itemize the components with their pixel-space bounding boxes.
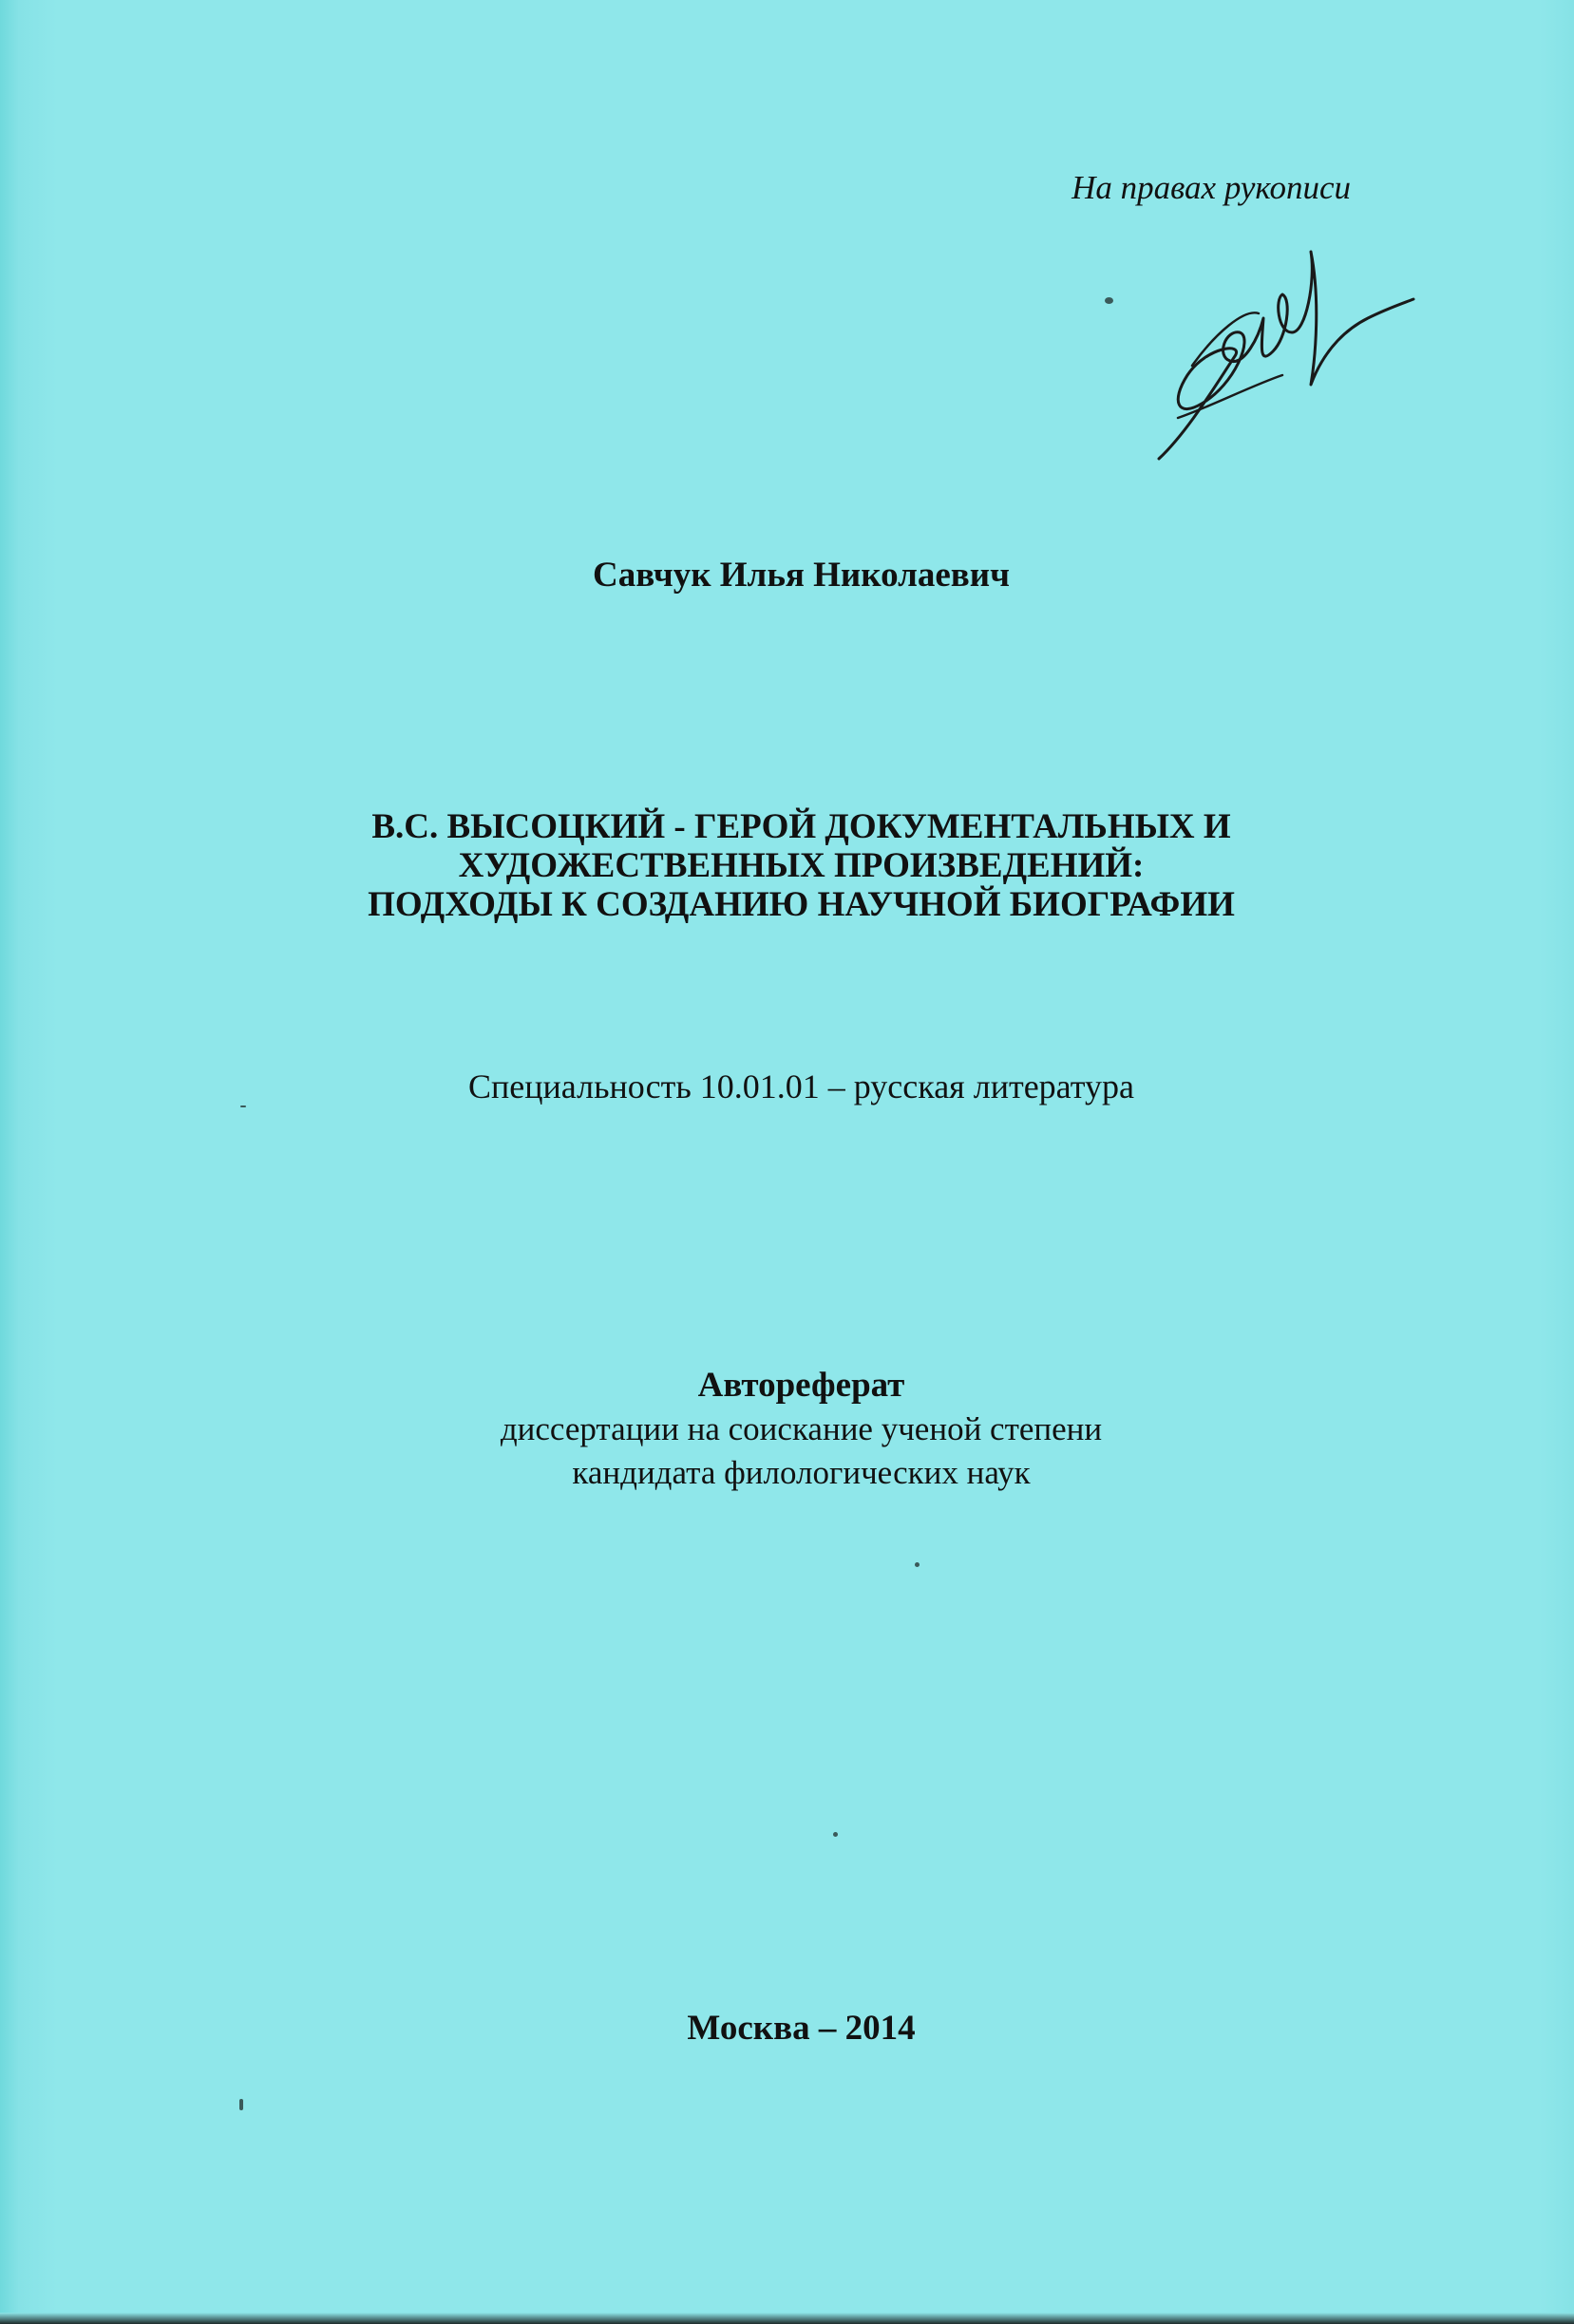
scan-speck <box>1105 297 1113 304</box>
abstract-heading: Автореферат <box>697 1366 905 1405</box>
scan-speck <box>833 1832 838 1837</box>
specialty-line: Специальность 10.01.01 – русская литература <box>468 1068 1134 1105</box>
author-name: Савчук Илья Николаевич <box>593 556 1010 595</box>
abstract-block <box>0 1364 1574 1495</box>
handwritten-signature-icon <box>1149 242 1415 470</box>
abstract-line: диссертации на соискание ученой степени <box>500 1410 1103 1447</box>
manuscript-rights-label: На правах рукописи <box>1071 169 1351 206</box>
scan-edge <box>0 2313 1574 2324</box>
scan-speck <box>915 1562 920 1567</box>
city-year: Москва – 2014 <box>687 2009 916 2048</box>
scan-speck <box>239 2099 243 2110</box>
abstract-line: кандидата филологических наук <box>572 1454 1031 1491</box>
title-line: ПОДХОДЫ К СОЗДАНИЮ НАУЧНОЙ БИОГРАФИИ <box>368 885 1235 924</box>
title-line: ХУДОЖЕСТВЕННЫХ ПРОИЗВЕДЕНИЙ: <box>458 846 1145 885</box>
title-line: В.С. ВЫСОЦКИЙ - ГЕРОЙ ДОКУМЕНТАЛЬНЫХ И <box>371 807 1231 846</box>
dissertation-title <box>0 807 1574 924</box>
